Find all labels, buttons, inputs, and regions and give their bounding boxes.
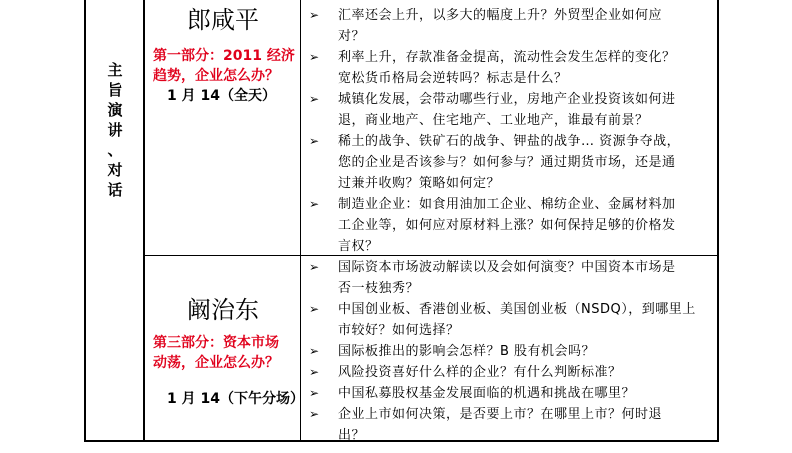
speaker-name: 阚治东: [187, 296, 259, 324]
item-line: 企业上市如何决策，是否要上市？在哪里上市？何时退: [338, 407, 663, 422]
item-line: 出？: [338, 428, 366, 443]
item-list-2: [303, 257, 718, 446]
title-char: 主: [107, 61, 123, 79]
arrow-bullet-icon: ➢: [309, 386, 320, 400]
speaker-cell-2: [147, 296, 304, 409]
arrow-bullet-icon: ➢: [309, 365, 320, 379]
item-line: 市较好？如何选择？: [338, 323, 460, 338]
item-line: 国际资本市场波动解读以及会如何演变？中国资本市场是: [338, 260, 676, 275]
title-char: 、: [107, 141, 123, 159]
item-line: 您的企业是否该参与？如何参与？通过期货市场，还是通: [338, 155, 676, 170]
item-line: 言权？: [338, 239, 379, 254]
arrow-bullet-icon: ➢: [309, 407, 320, 421]
speaker-cell-1: [147, 6, 299, 106]
arrow-bullet-icon: ➢: [309, 50, 320, 64]
column-divider-2: [300, 0, 301, 441]
session-date: 1 月 14（全天）: [167, 88, 276, 104]
item-list-1: [303, 5, 718, 257]
list-item: [303, 383, 718, 404]
arrow-bullet-icon: ➢: [309, 92, 320, 106]
list-item: [303, 47, 718, 89]
item-line: 过兼并收购？策略如何定？: [338, 176, 501, 191]
title-char: 旨: [107, 81, 123, 99]
arrow-bullet-icon: ➢: [309, 344, 320, 358]
item-line: 宽松货币格局会逆转吗？标志是什么？: [338, 71, 568, 86]
item-line: 稀土的战争、铁矿石的战争、钾盐的战争… 资源争夺战，: [338, 134, 681, 149]
item-line: 利率上升，存款准备金提高，流动性会发生怎样的变化？: [338, 50, 676, 65]
list-item: [303, 5, 718, 47]
list-item: [303, 89, 718, 131]
list-item: [303, 341, 718, 362]
table-border-left: [84, 0, 86, 441]
arrow-bullet-icon: ➢: [309, 8, 320, 22]
title-char: 演: [107, 101, 123, 119]
list-item: [303, 299, 718, 341]
list-item: [303, 194, 718, 257]
arrow-bullet-icon: ➢: [309, 197, 320, 211]
item-line: 国际板推出的影响会怎样？B 股有机会吗？: [338, 344, 596, 359]
title-char: 话: [107, 181, 123, 199]
item-line: 风险投资喜好什么样的企业？有什么判断标准？: [338, 365, 622, 380]
session-date: 1 月 14（下午分场）: [167, 391, 304, 407]
item-line: 制造业企业：如食用油加工企业、棉纺企业、金属材料加: [338, 197, 676, 212]
title-char: 对: [107, 161, 123, 179]
item-line: 工企业等，如何应对原材料上涨？如何保持足够的价格发: [338, 218, 676, 233]
column-divider-1: [143, 0, 145, 441]
list-item: [303, 362, 718, 383]
item-line: 中国私募股权基金发展面临的机遇和挑战在哪里？: [338, 386, 636, 401]
title-char: 讲: [107, 121, 123, 139]
item-line: 中国创业板、香港创业板、美国创业板（NSDQ），到哪里上: [338, 302, 696, 317]
item-line: 对？: [338, 29, 366, 44]
list-item: [303, 404, 718, 446]
list-item: [303, 257, 718, 299]
list-item: [303, 131, 718, 194]
speaker-name: 郎咸平: [187, 6, 259, 34]
vertical-title: [100, 60, 130, 200]
part-title-line: 第三部分：资本市场: [153, 335, 279, 351]
arrow-bullet-icon: ➢: [309, 260, 320, 274]
item-line: 退，商业地产、住宅地产、工业地产，谁最有前景？: [338, 113, 649, 128]
part-title-line: 趋势，企业怎么办？: [153, 68, 279, 84]
arrow-bullet-icon: ➢: [309, 302, 320, 316]
arrow-bullet-icon: ➢: [309, 134, 320, 148]
item-line: 否一枝独秀？: [338, 281, 420, 296]
part-title-line: 第一部分：2011 经济: [153, 48, 295, 64]
item-line: 城镇化发展，会带动哪些行业，房地产企业投资该如何进: [338, 92, 676, 107]
item-line: 汇率还会上升，以多大的幅度上升？外贸型企业如何应: [338, 8, 663, 23]
part-title-line: 动荡，企业怎么办？: [153, 355, 279, 371]
